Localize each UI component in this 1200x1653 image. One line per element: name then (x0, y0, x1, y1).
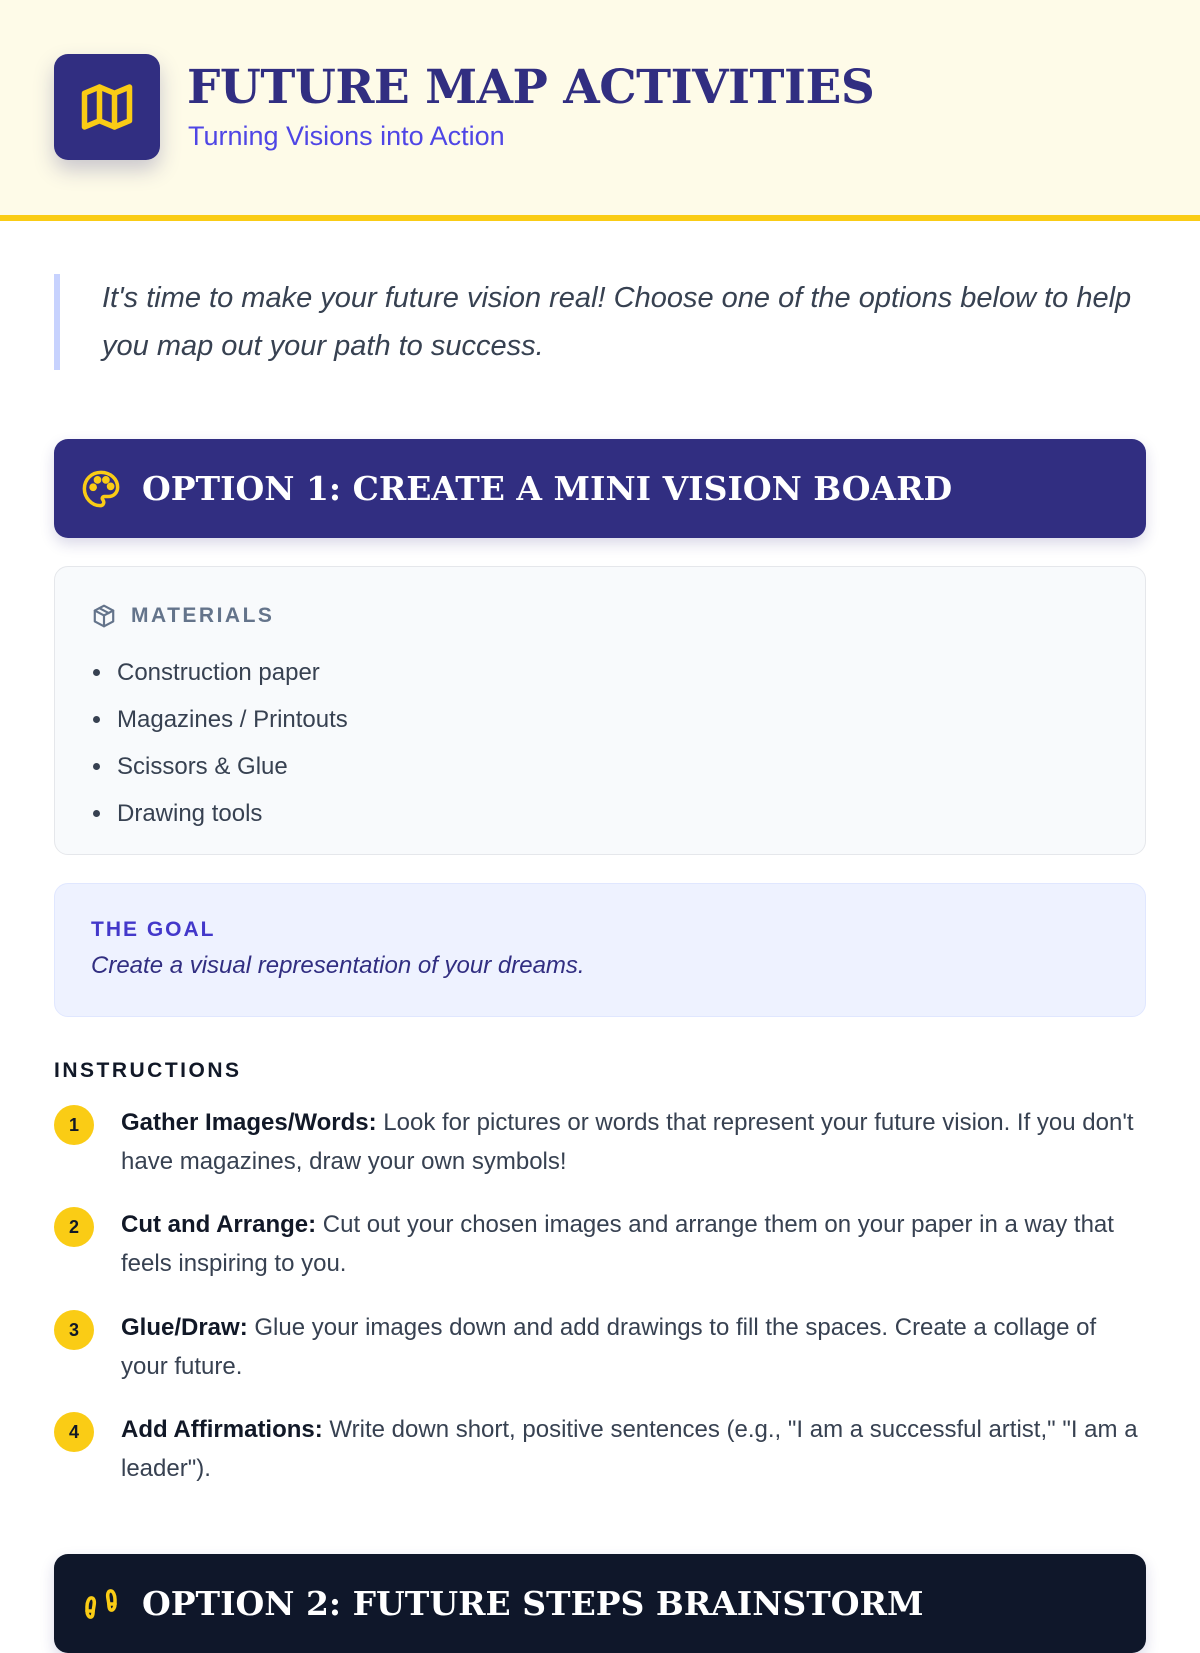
map-icon (77, 77, 137, 137)
step-body: Write down short, positive sentences (e.g., "I am a successful artist," "I am a leader"). (121, 1416, 1138, 1482)
materials-card (54, 566, 1146, 855)
goal-card (54, 883, 1146, 1017)
step-body: Look for pictures or words that represent your future vision. If you don't have magazines, draw your own symbols! (121, 1109, 1134, 1175)
step-body: Cut out your chosen images and arrange them on your paper in a way that feels inspiring to you. (121, 1211, 1114, 1277)
materials-header (91, 603, 274, 629)
logo-tile (54, 54, 160, 160)
page-header (0, 0, 1200, 221)
step-title: Cut and Arrange: (121, 1211, 317, 1238)
option1-title: OPTION 1: CREATE A MINI VISION BOARD (142, 469, 953, 508)
page-subtitle: Turning Visions into Action (188, 121, 505, 151)
materials-item: Construction paper (91, 649, 348, 696)
goal-text: Create a visual representation of your dreams. (91, 952, 585, 979)
palette-icon (80, 468, 122, 510)
materials-item: Magazines / Printouts (91, 696, 348, 743)
option2-title: OPTION 2: FUTURE STEPS BRAINSTORM (142, 1584, 924, 1623)
step-text (121, 1205, 1141, 1283)
page-title: FUTURE MAP ACTIVITIES (187, 60, 875, 115)
materials-item: Scissors & Glue (91, 743, 348, 790)
materials-list (91, 649, 348, 837)
step-text (121, 1410, 1141, 1488)
step-number-badge: 1 (54, 1105, 94, 1145)
option1-banner (54, 439, 1146, 538)
step-text (121, 1103, 1141, 1181)
instructions-label: INSTRUCTIONS (54, 1059, 242, 1082)
step-title: Add Affirmations: (121, 1416, 323, 1443)
materials-item: Drawing tools (91, 790, 348, 837)
step-body: Glue your images down and add drawings to fill the spaces. Create a collage of your future. (121, 1314, 1097, 1380)
box-icon (91, 603, 117, 629)
intro-quote (54, 274, 1146, 370)
step-text (121, 1308, 1141, 1386)
step-title: Glue/Draw: (121, 1314, 248, 1341)
intro-text: It's time to make your future vision real! Choose one of the options below to help you map out your path to success. (102, 282, 1132, 362)
step-number-badge: 3 (54, 1310, 94, 1350)
step-number-badge: 4 (54, 1412, 94, 1452)
step-title: Gather Images/Words: (121, 1109, 377, 1136)
step-number-badge: 2 (54, 1207, 94, 1247)
option2-banner (54, 1554, 1146, 1653)
goal-label: THE GOAL (91, 918, 216, 941)
materials-label: MATERIALS (131, 604, 275, 627)
footprints-icon (80, 1583, 122, 1625)
